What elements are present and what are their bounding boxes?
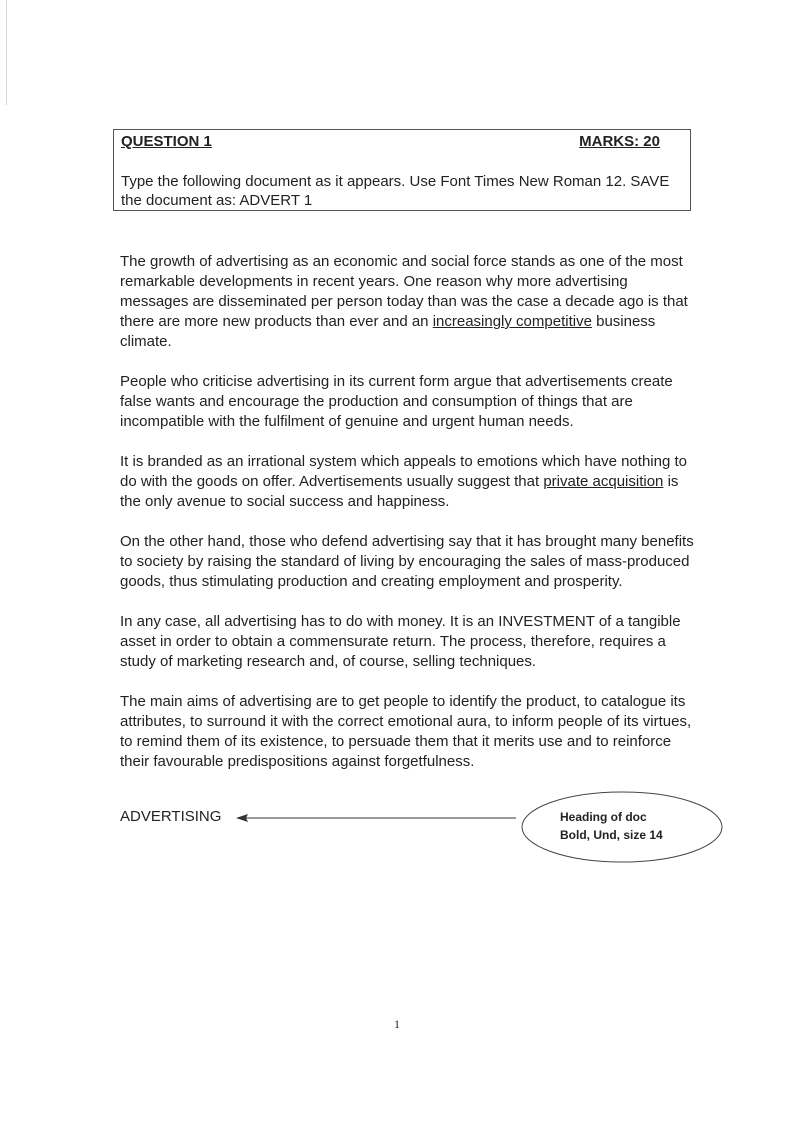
- paragraph-5: In any case, all advertising has to do with money. It is an INVESTMENT of a tangible asset in order to obtain a commensurate return. The process, therefore, requires a study of marketing research and, of course, selling techniques.: [120, 613, 681, 670]
- instruction-line-1: Type the following document as it appears. Use Font Times New Roman 12. SAVE: [121, 173, 670, 190]
- question-title: QUESTION 1: [121, 133, 212, 150]
- instruction-line-2: the document as: ADVERT 1: [121, 192, 313, 209]
- heading-label: ADVERTISING: [120, 808, 222, 825]
- paragraph-1-text: The growth of advertising as an economic and social force stands as one of the most remarkable developments in recent years. One reason why more advertising messages are disseminated per person today than was the case a decade ago is that there are more new products than ever and an: [120, 253, 688, 330]
- paragraph-3-end: is the only avenue to social success and happiness.: [120, 473, 679, 510]
- underlined-phrase: increasingly competitive: [432, 313, 592, 330]
- paragraph-3-text: It is branded as an irrational system which appeals to emotions which have nothing to do with the goods on offer. Advertisements usually suggest that: [120, 453, 687, 490]
- annotation-note: [560, 808, 663, 844]
- underlined-phrase: private acquisition: [543, 473, 664, 490]
- annotation-line-1: Heading of doc: [560, 810, 647, 824]
- paragraph-1-end: business climate.: [120, 313, 656, 350]
- question-marks: MARKS: 20: [579, 133, 660, 150]
- paragraph-6: The main aims of advertising are to get people to identify the product, to catalogue its attributes, to surround it with the correct emotional aura, to inform people of its virtues, to remind them of its existence, to persuade them that it merits use and to reinforce their favourable predispositions against forgetfulness.: [120, 693, 692, 770]
- annotation-line-2: Bold, Und, size 14: [560, 828, 663, 842]
- page-number: 1: [394, 1017, 400, 1031]
- paragraph-2: People who criticise advertising in its current form argue that advertisements create false wants and encourage the production and consumption of things that are incompatible with the fulfilment of genuine and urgent human needs.: [120, 373, 673, 430]
- paragraph-4: On the other hand, those who defend advertising say that it has brought many benefits to society by raising the standard of living by encouraging the sales of mass-produced goods, thus stimulating production and creating employment and prosperity.: [120, 533, 694, 590]
